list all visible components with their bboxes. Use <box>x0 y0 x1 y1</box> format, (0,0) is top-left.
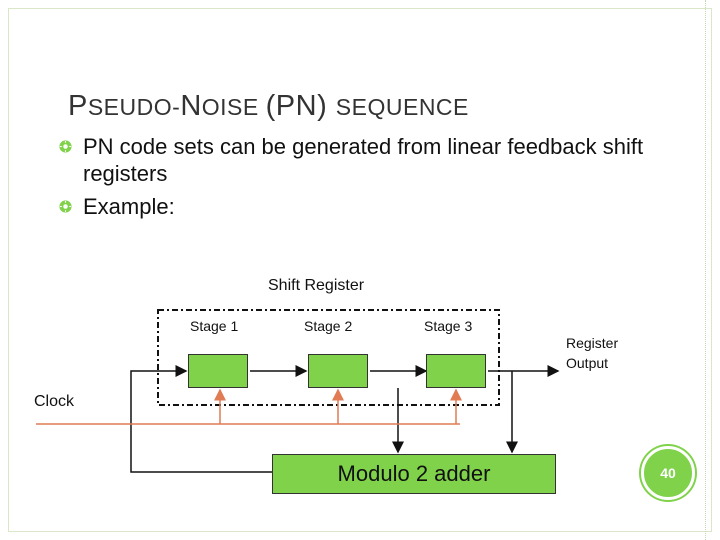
stage-3-box <box>426 354 486 388</box>
shift-register-label: Shift Register <box>268 277 365 294</box>
clock-label: Clock <box>34 393 75 410</box>
page-number-badge: 40 <box>641 446 695 500</box>
stage-label: Stage 2 <box>304 318 353 334</box>
bullet-text: PN code sets can be generated from linear feedback shift registers <box>83 134 644 186</box>
stage-label: Stage 1 <box>190 318 239 334</box>
stage-1-box <box>188 354 248 388</box>
bullet-text: Example: <box>83 194 175 219</box>
register-output-label-line2: Output <box>566 355 609 371</box>
stage-label: Stage 3 <box>424 318 473 334</box>
modulo-2-adder: Modulo 2 adder <box>272 454 556 494</box>
slide-title: PSEUDO-NOISE (PN) SEQUENCE <box>68 90 469 122</box>
stage-2-box <box>308 354 368 388</box>
register-output-label-line1: Register <box>566 335 619 351</box>
